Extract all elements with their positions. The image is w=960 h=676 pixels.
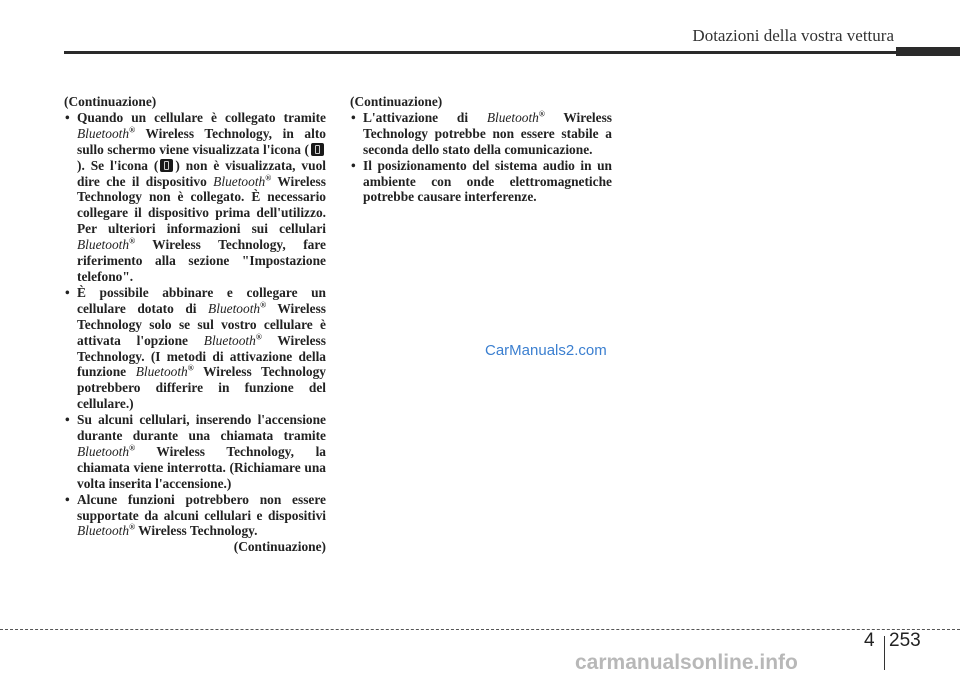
page-number-separator <box>884 636 885 670</box>
list-item <box>64 285 326 412</box>
site-watermark: carmanualsonline.info <box>575 651 798 674</box>
bullet-mark: • <box>351 157 356 173</box>
list-item <box>64 110 326 285</box>
bluetooth-phone-icon <box>160 159 173 172</box>
header-rule <box>64 51 896 54</box>
bullet-mark: • <box>65 109 70 125</box>
bluetooth-brand: Bluetooth® <box>213 173 272 189</box>
item-text: È possibile abbinare e collegare un cellulare dotato di <box>77 284 326 316</box>
left-column <box>64 94 326 555</box>
bullet-mark: • <box>65 412 70 428</box>
bullet-mark: • <box>351 109 356 125</box>
item-text: Wireless Technology solo se sul vostro cellulare è attivata l'opzione <box>77 300 326 348</box>
item-text: ) non è visualizzata, vuol dire che il dispositivo <box>77 157 326 189</box>
bluetooth-brand: Bluetooth® <box>203 332 262 348</box>
bluetooth-brand: Bluetooth® <box>208 300 267 316</box>
list-item <box>350 110 612 158</box>
item-text: Quando un cellulare è collegato tramite <box>77 109 326 125</box>
chapter-number: 4 <box>864 630 875 651</box>
page-number: 253 <box>889 630 921 651</box>
bullet-list <box>64 110 326 539</box>
section-title: Dotazioni della vostra vettura <box>692 26 894 45</box>
bluetooth-brand: Bluetooth® <box>77 236 136 253</box>
item-text: Wireless Technology non è collegato. È necessario collegare il dispositivo prima dell'utilizzo. Per ulteriori informazioni sui cellulari <box>77 173 326 237</box>
item-text: ). Se l'icona ( <box>77 157 159 173</box>
bullet-mark: • <box>65 284 70 300</box>
item-text: Wireless Technology, la chiamata viene interrotta. (Richiamare una volta inserita l'accensione.) <box>77 443 326 491</box>
item-text: Wireless Technology. <box>135 523 258 539</box>
item-text: Wireless Technology, fare riferimento alla sezione "Impostazione telefono". <box>77 237 326 284</box>
list-item <box>64 492 326 540</box>
item-text: Wireless Technology potrebbe non essere stabile a seconda dello stato della comunicazione. <box>363 109 612 157</box>
item-text: Wireless Technology, in alto sullo schermo viene visualizzata l'icona ( <box>77 125 326 157</box>
continuation-heading: (Continuazione) <box>350 94 443 109</box>
right-column <box>350 94 612 205</box>
bullet-mark: • <box>65 491 70 507</box>
item-text: L'attivazione di <box>363 109 487 125</box>
watermark-text: CarManuals2.com <box>485 342 607 359</box>
header-tab <box>896 47 960 56</box>
item-text: Il posizionamento del sistema audio in un ambiente con onde elettromagnetiche potrebbe causare interferenze. <box>363 157 612 205</box>
continuation-footer: (Continuazione) <box>233 539 326 555</box>
bullet-list <box>350 110 612 205</box>
continuation-heading: (Continuazione) <box>64 94 157 109</box>
bluetooth-brand: Bluetooth® <box>135 363 194 380</box>
bluetooth-phone-icon <box>311 143 324 156</box>
bluetooth-brand: Bluetooth® <box>77 443 136 459</box>
bluetooth-brand: Bluetooth® <box>486 109 545 125</box>
footer-dashed-rule <box>0 629 960 630</box>
bluetooth-brand: Bluetooth® <box>77 523 136 539</box>
item-text: Wireless Technology potrebbero differire in funzione del cellulare.) <box>77 364 327 412</box>
item-text: Alcune funzioni potrebbero non essere supportate da alcuni cellulari e dispositivi <box>77 491 326 523</box>
item-text: Su alcuni cellulari, inserendo l'accensione durante durante una chiamata tramite <box>77 412 326 444</box>
list-item <box>64 412 326 492</box>
list-item <box>350 158 612 206</box>
item-text: Wireless Technology. (I metodi di attivazione della funzione <box>77 332 326 380</box>
bluetooth-brand: Bluetooth® <box>77 125 136 141</box>
